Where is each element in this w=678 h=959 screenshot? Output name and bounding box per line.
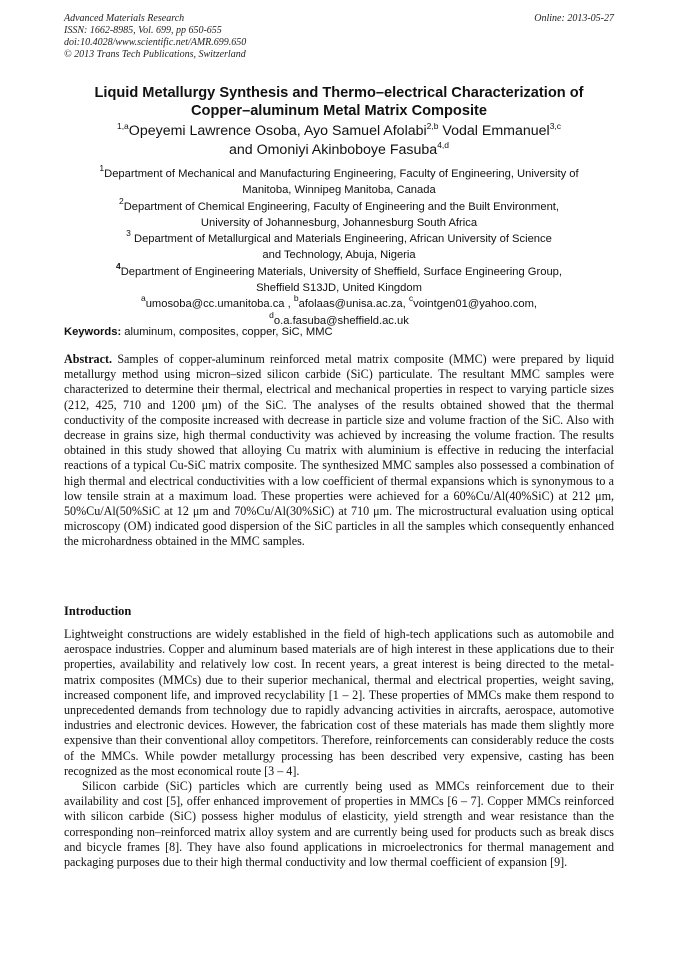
author-line-1: [40, 122, 638, 141]
affiliation-4-line-1: Department of Engineering Materials, University of Sheffield, Surface Engineering Group,: [120, 265, 563, 278]
author-1: Opeyemi Lawrence Osoba,: [128, 123, 304, 139]
introduction-paragraph-2: Silicon carbide (SiC) particles which are currently being used as MMCs reinforcement due to their availability and cost [5], offer enhanced improvement of properties in MMCs [6 – 7]. Copper MMCs reinforced with silicon carbide (SiC) possess higher modulus of elasticity, yield strength and wear resistance than the corresponding non–reinforced matrix alloy system and are currently being used for products such as break discs and bicycle frames [8]. They have also found applications in microelectronics for thermal management and packaging purposes due to their high thermal conductivity and low thermal coefficient of expansion [9].: [64, 779, 614, 870]
affiliation-3: [40, 228, 638, 247]
affiliation-1: [40, 163, 638, 182]
abstract-text: Samples of copper-aluminum reinforced metal matrix composite (MMC) were prepared by liquid metallurgy method using micron–sized silicon carbide (SiC) particulate. The resultant MMC samples were characterized to determine their thermal, electrical and mechanical properties in respect to varying particle sizes (212, 425, 710 and 1200 μm) of the SiC. The analyses of the results obtained showed that the thermal conductivity of the composite increased with decrease in particle size and volume fraction of the SiC. Also with decrease in grains size, high thermal conductivity was achieved by increasing the volume fraction. The results obtained in this study showed that alloying Cu matrix with aluminium is effective in reducing the interfacial reactions of a typical Cu-SiC matrix composite. The synthesized MMC samples also possessed a combination of high thermal and electrical conductivities with a low coefficient of thermal expansions which is synonymous to a low tensile strain at a maximum load. These properties were achieved for a 60%Cu/Al(40%SiC) at 212 μm, 50%Cu/Al(50%SiC at 12 μm and 70%Cu/Al(30%SiC) at 710 μm. The microstructural evaluation using optical microscopy (OM) indicated good dispersion of the SiC particles in all the samples which consequently enhanced the microhardness obtained in the MMC samples.: [64, 352, 614, 549]
email-c[interactable]: vointgen01@yahoo.com,: [413, 298, 538, 311]
author-4: and Omoniyi Akinboboye Fasuba: [228, 142, 438, 158]
affiliation-1-line-1: Department of Mechanical and Manufacturing Engineering, Faculty of Engineering, University of: [104, 168, 579, 180]
email-c-sup: c: [408, 293, 414, 304]
abstract: [64, 352, 614, 550]
introduction-heading: Introduction: [64, 604, 132, 618]
online-date: Online: 2013-05-27: [534, 13, 614, 24]
journal-header: [64, 13, 246, 61]
issn-line: ISSN: 1662-8985, Vol. 699, pp 650-655: [64, 25, 222, 36]
abstract-label: Abstract.: [64, 352, 113, 366]
affiliation-1-line-2: Manitoba, Winnipeg Manitoba, Canada: [242, 184, 436, 197]
author-3: Vodal Emmanuel: [438, 123, 550, 139]
introduction-body: [64, 627, 614, 870]
affiliation-2-line-1: Department of Chemical Engineering, Faculty of Engineering and the Built Environment,: [123, 200, 560, 213]
keywords: [64, 325, 333, 339]
keywords-label: Keywords:: [64, 326, 122, 338]
email-a-sup: a: [140, 293, 146, 304]
affiliation-4-line-2: Sheffield S13JD, United Kingdom: [256, 282, 422, 295]
affiliation-2: [40, 195, 638, 215]
journal-name: Advanced Materials Research: [64, 13, 185, 24]
email-d-sup: d: [269, 309, 274, 320]
affiliation-2-line-2: University of Johannesburg, Johannesburg South Africa: [200, 216, 478, 229]
author-4-sup: 4,d: [437, 140, 450, 150]
affiliation-3-line-1: Department of Metallurgical and Materials Engineering, African University of Science: [130, 233, 552, 246]
email-line-1: [40, 293, 638, 312]
affiliation-1-sup: 1: [99, 163, 105, 173]
affiliation-2-sup: 2: [118, 195, 124, 206]
author-2: Ayo Samuel Afolabi: [303, 123, 427, 139]
affiliations: [40, 163, 638, 329]
keywords-text: aluminum, composites, copper, SiC, MMC: [121, 326, 333, 338]
email-b-sup: b: [293, 293, 299, 304]
paper-title: [50, 84, 628, 120]
introduction-paragraph-1: Lightweight constructions are widely established in the field of high-tech applications such as automobile and aerospace industries. Copper and aluminum based materials are of high interest in these applications due to their properties, availability and relatively low cost. In recent years, a great interest is being directed to the metal-matrix composites (MMCs) due to their superior mechanical, thermal and electrical properties, weight saving, increased component life, and improved recyclability [1 – 2]. These properties of MMCs make them respond to unprecedented demands from technology due to rapidly advancing activities in aircrafts, aerospace, automotive industries and electronic devices. However, the fabrication cost of these materials has made them slightly more expensive than their conventional alloy competitors. Therefore, reinforcements can considerably reduce the costs of the MMCs. While powder metallurgy processing has been described very expensive, casting has been recognized as the most economical route [3 – 4].: [64, 627, 614, 778]
author-3-sup: 3,c: [549, 121, 562, 131]
doi-line: doi:10.4028/www.scientific.net/AMR.699.650: [64, 37, 247, 48]
affiliation-3-sup: 3: [126, 228, 131, 239]
author-1-sup: 1,a: [116, 121, 129, 131]
affiliation-3-line-2: and Technology, Abuja, Nigeria: [262, 249, 416, 262]
email-d[interactable]: o.a.fasuba@sheffield.ac.uk: [273, 314, 409, 327]
email-a[interactable]: umosoba@cc.umanitoba.ca ,: [145, 298, 294, 311]
title-line-1: Liquid Metallurgy Synthesis and Thermo–electrical Characterization of: [94, 85, 584, 101]
affiliation-4: [40, 260, 638, 280]
email-b[interactable]: afolaas@unisa.ac.za,: [298, 298, 409, 311]
affiliation-4-sup: 4: [115, 260, 121, 271]
title-line-2: Copper–aluminum Metal Matrix Composite: [191, 103, 487, 119]
author-line-2: [40, 141, 638, 160]
author-2-sup: 2,b: [426, 121, 439, 131]
author-list: [40, 122, 638, 160]
copyright-line: © 2013 Trans Tech Publications, Switzerland: [64, 49, 246, 60]
